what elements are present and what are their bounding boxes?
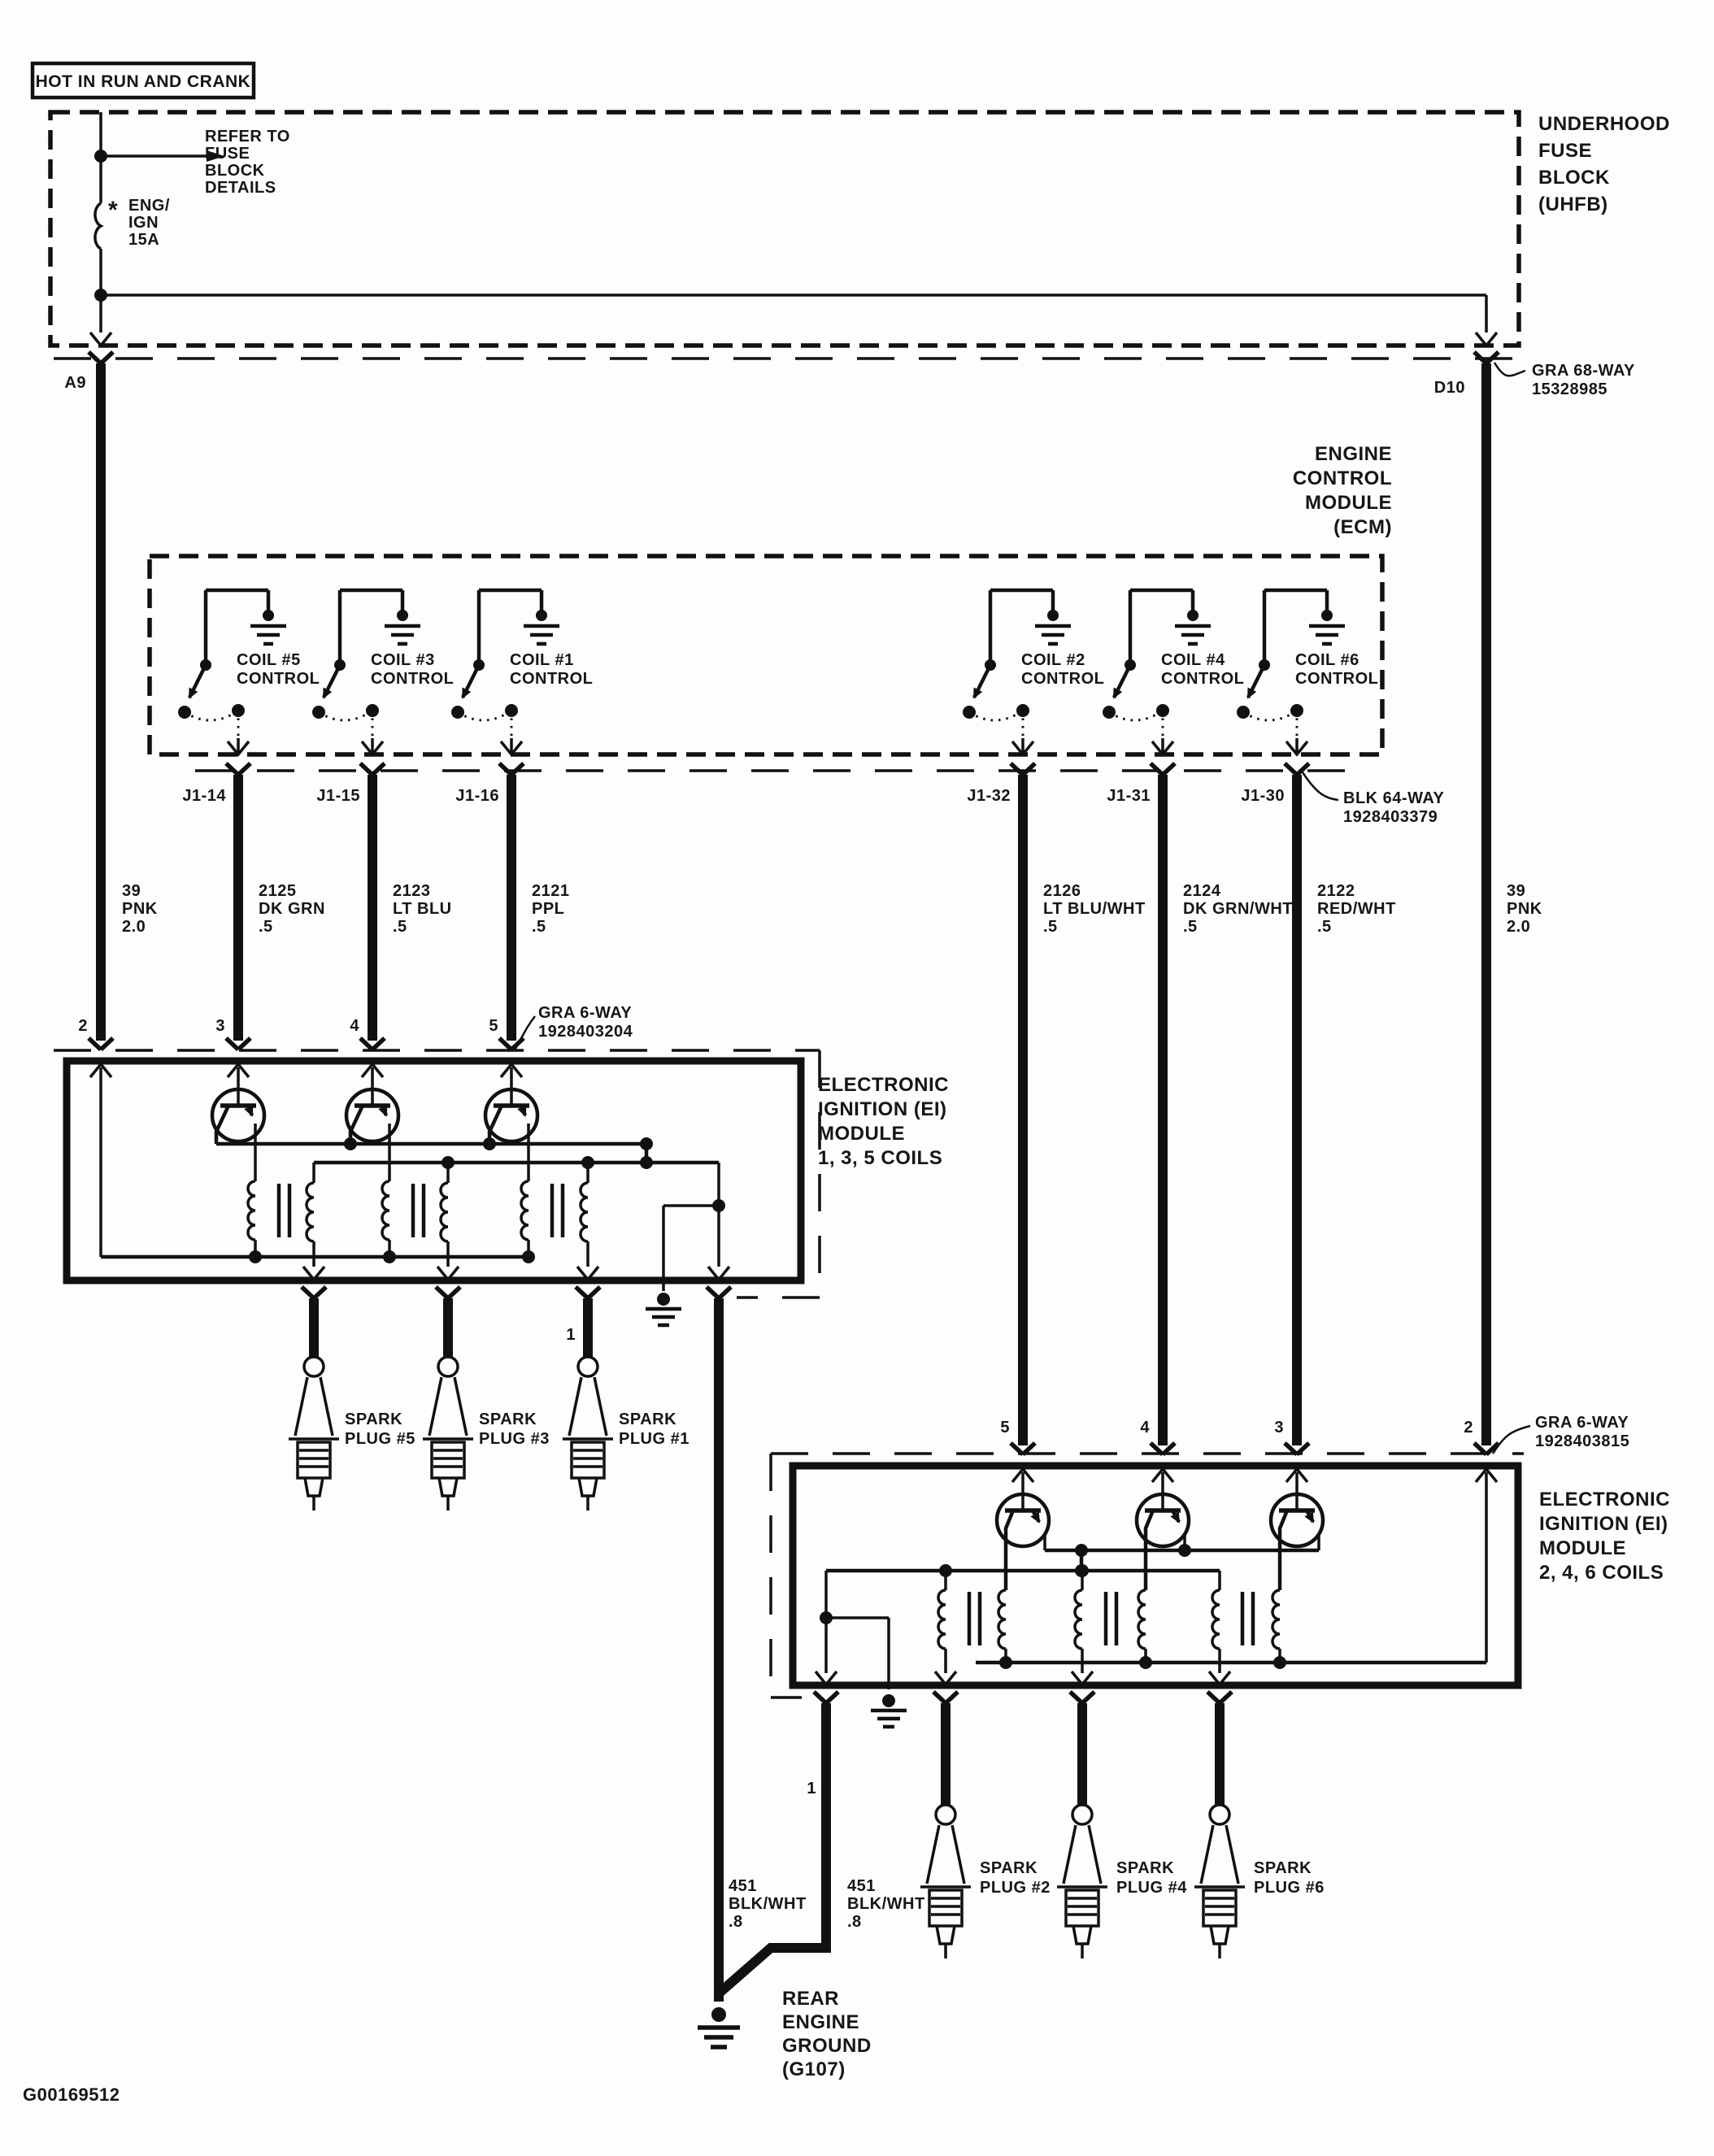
pin-2-right-module: 2 (1464, 1419, 1473, 1437)
pin-2-left-module: 2 (78, 1017, 88, 1035)
ground-icon-module-246 (871, 1710, 907, 1727)
ei-module-135-title-line-2: IGNITION (EI) (818, 1098, 947, 1120)
underhood-fuse-block-title-line-1: UNDERHOOD (1538, 113, 1670, 135)
coil-6-control-label-line-1: COIL #6 (1295, 651, 1359, 669)
coil-4-control-label-line-1: COIL #4 (1161, 651, 1225, 669)
refer-to-fuse-block-note-line-2: FUSE (205, 145, 250, 163)
coil-6-control-label-line-2: CONTROL (1295, 670, 1379, 688)
wire-39-pnk-right-line-2: PNK (1507, 900, 1542, 918)
pin-j1-32: J1-32 (967, 787, 1011, 805)
label-layer (23, 72, 1670, 2105)
ei-module-246-title-line-3: MODULE (1539, 1537, 1626, 1559)
spark-plug-1-label-line-1: SPARK (619, 1411, 677, 1428)
pin-j1-30: J1-30 (1241, 787, 1285, 805)
figure-id: G00169512 (23, 2084, 120, 2105)
refer-to-fuse-block-note-line-4: DETAILS (205, 179, 276, 197)
wire-39-pnk-left-line-2: PNK (122, 900, 158, 918)
connector-gra-68-way-line-1: GRA 68-WAY (1532, 362, 1635, 380)
ecm-title-line-4: (ECM) (1333, 516, 1392, 538)
spark-plug-symbols (289, 1357, 1245, 1958)
fuse-asterisk: * (108, 197, 119, 224)
wire-39-pnk-right-line-1: 39 (1507, 882, 1526, 900)
pin-1-left-module: 1 (566, 1326, 576, 1344)
spark-plug-6-label-line-2: PLUG #6 (1254, 1879, 1325, 1897)
ecm-title-line-1: ENGINE (1314, 443, 1392, 465)
fuse-eng-ign-15a-line-3: 15A (128, 231, 160, 249)
underhood-fuse-block-title-line-2: FUSE (1538, 140, 1593, 162)
wire-2121-ppl-line-1: 2121 (532, 882, 570, 900)
wire-2122-red-wht-line-1: 2122 (1317, 882, 1355, 900)
ei-module-246-title-line-1: ELECTRONIC (1539, 1489, 1670, 1511)
spark-plug-5-label-line-2: PLUG #5 (345, 1430, 415, 1448)
wire-2124-dk-grn-wht-line-3: .5 (1183, 918, 1198, 936)
wire-39-pnk-left-line-3: 2.0 (122, 918, 146, 936)
ei-module-246-title-line-2: IGNITION (EI) (1539, 1513, 1668, 1535)
ei-module-135-title-line-1: ELECTRONIC (818, 1074, 949, 1096)
wire-451-blk-wht-right-line-2: BLK/WHT (847, 1895, 925, 1913)
wire-2126-lt-blu-wht-line-1: 2126 (1043, 882, 1081, 900)
wire-451-blk-wht-right-line-1: 451 (847, 1877, 876, 1895)
wire-2126-lt-blu-wht-line-3: .5 (1043, 918, 1058, 936)
spark-plug-3-label-line-1: SPARK (479, 1411, 537, 1428)
connector-gra-68-way-line-2: 15328985 (1532, 380, 1607, 398)
coil-2-control-label-line-1: COIL #2 (1021, 651, 1085, 669)
hot-in-run-and-crank-title: HOT IN RUN AND CRANK (35, 72, 251, 91)
spark-plug-2-label-line-1: SPARK (980, 1859, 1038, 1877)
spark-plugs (289, 1357, 1245, 1958)
rear-engine-ground-label-line-1: REAR (782, 1988, 840, 2010)
secondary-windings-135 (307, 1183, 588, 1267)
ei-module-246-title-line-4: 2, 4, 6 COILS (1539, 1562, 1664, 1584)
wire-451-blk-wht-left-line-2: BLK/WHT (729, 1895, 807, 1913)
connector-gra-6-way-135-line-1: GRA 6-WAY (538, 1004, 633, 1022)
spark-plug-3-label-line-2: PLUG #3 (479, 1430, 550, 1448)
wire-2123-lt-blu-line-2: LT BLU (393, 900, 452, 918)
connector-blk-64-way-line-2: 1928403379 (1343, 808, 1438, 826)
connector-gra-6-way-246-line-2: 1928403815 (1535, 1432, 1630, 1450)
pin-5-left-module: 5 (489, 1017, 498, 1035)
ecm-title-line-2: CONTROL (1292, 467, 1392, 489)
underhood-fuse-block-title-line-4: (UHFB) (1538, 193, 1608, 215)
underhood-fuse-block-title-line-3: BLOCK (1538, 167, 1610, 189)
pin-d10: D10 (1433, 379, 1465, 397)
wire-2124-dk-grn-wht-line-2: DK GRN/WHT (1183, 900, 1293, 918)
ground-icon-g107 (698, 2028, 740, 2047)
pin-j1-31: J1-31 (1107, 787, 1151, 805)
coil-1-control-label-line-2: CONTROL (510, 670, 594, 688)
connector-gra-6-way-135-line-2: 1928403204 (538, 1023, 633, 1041)
pin-3-left-module: 3 (215, 1017, 225, 1035)
wire-39-pnk-left-line-1: 39 (122, 882, 141, 900)
ei-module-135-title-line-4: 1, 3, 5 COILS (818, 1147, 943, 1169)
spark-plug-4-label-line-1: SPARK (1116, 1859, 1175, 1877)
wire-2125-dk-grn-line-2: DK GRN (259, 900, 325, 918)
pin-j1-16: J1-16 (455, 787, 499, 805)
pin-5-right-module: 5 (1000, 1419, 1010, 1437)
rear-engine-ground-label-line-4: (G107) (782, 2058, 846, 2080)
spark-plug-5-label-line-1: SPARK (345, 1411, 403, 1428)
ei-module-246 (793, 1466, 1518, 1727)
ei-module-135-title-line-3: MODULE (818, 1123, 905, 1145)
harness-wires (89, 352, 1499, 2002)
wire-451-blk-wht-right-line-3: .8 (847, 1913, 862, 1931)
rear-engine-ground-label-line-2: ENGINE (782, 2011, 860, 2033)
coil-5-control-label-line-2: CONTROL (237, 670, 320, 688)
wire-2122-red-wht-line-2: RED/WHT (1317, 900, 1396, 918)
coil-4-control-label-line-2: CONTROL (1161, 670, 1245, 688)
coil-3-control-label-line-1: COIL #3 (371, 651, 435, 669)
pin-3-right-module: 3 (1274, 1419, 1284, 1437)
spark-plug-4-label-line-2: PLUG #4 (1116, 1879, 1187, 1897)
pin-1-right-module: 1 (807, 1780, 816, 1797)
spark-plug-1-label-line-2: PLUG #1 (619, 1430, 690, 1448)
ground-icon-module-135 (646, 1309, 681, 1325)
wire-2122-red-wht-line-3: .5 (1317, 918, 1332, 936)
wire-2121-ppl-line-2: PPL (532, 900, 565, 918)
fuse-eng-ign-15a-line-2: IGN (128, 214, 159, 232)
refer-to-fuse-block-note-line-3: BLOCK (205, 162, 265, 180)
refer-to-fuse-block-note-line-1: REFER TO (205, 128, 290, 146)
wire-2125-dk-grn-line-3: .5 (259, 918, 273, 936)
wire-451-right (719, 1703, 826, 1993)
underhood-fuse-block (50, 112, 1519, 346)
connector-blk-64-way-line-1: BLK 64-WAY (1343, 789, 1445, 807)
coil-1-control-label-line-1: COIL #1 (510, 651, 574, 669)
wire-2125-dk-grn-line-1: 2125 (259, 882, 297, 900)
connector-gra-6-way-246-line-1: GRA 6-WAY (1535, 1414, 1629, 1432)
coil-3-control-label-line-2: CONTROL (371, 670, 455, 688)
pin-4-right-module: 4 (1140, 1419, 1150, 1437)
spark-plug-6-label-line-1: SPARK (1254, 1859, 1312, 1877)
coil-2-control-label-line-2: CONTROL (1021, 670, 1105, 688)
wire-2123-lt-blu-line-1: 2123 (393, 882, 431, 900)
rear-engine-ground (698, 2007, 740, 2047)
spark-plug-2-label-line-2: PLUG #2 (980, 1879, 1051, 1897)
pin-4-left-module: 4 (350, 1017, 359, 1035)
wire-451-blk-wht-left-line-3: .8 (729, 1913, 743, 1931)
pin-j1-14: J1-14 (182, 787, 226, 805)
pin-a9: A9 (64, 374, 86, 392)
rear-engine-ground-label-line-3: GROUND (782, 2035, 872, 2057)
fuse-eng-ign-15a-line-1: ENG/ (128, 197, 170, 215)
pin-j1-15: J1-15 (316, 787, 360, 805)
primary-windings-246 (998, 1590, 1280, 1663)
wire-451-blk-wht-left-line-1: 451 (729, 1877, 757, 1895)
fuse-symbol (95, 203, 101, 249)
ei-module-135 (67, 1061, 801, 1325)
ecm-title-line-3: MODULE (1305, 492, 1392, 514)
wire-2121-ppl-line-3: .5 (532, 918, 546, 936)
wire-2126-lt-blu-wht-line-2: LT BLU/WHT (1043, 900, 1146, 918)
coil-5-control-label-line-1: COIL #5 (237, 651, 301, 669)
wire-39-pnk-right-line-3: 2.0 (1507, 918, 1531, 936)
wire-2124-dk-grn-wht-line-1: 2124 (1183, 882, 1221, 900)
wire-2123-lt-blu-line-3: .5 (393, 918, 407, 936)
